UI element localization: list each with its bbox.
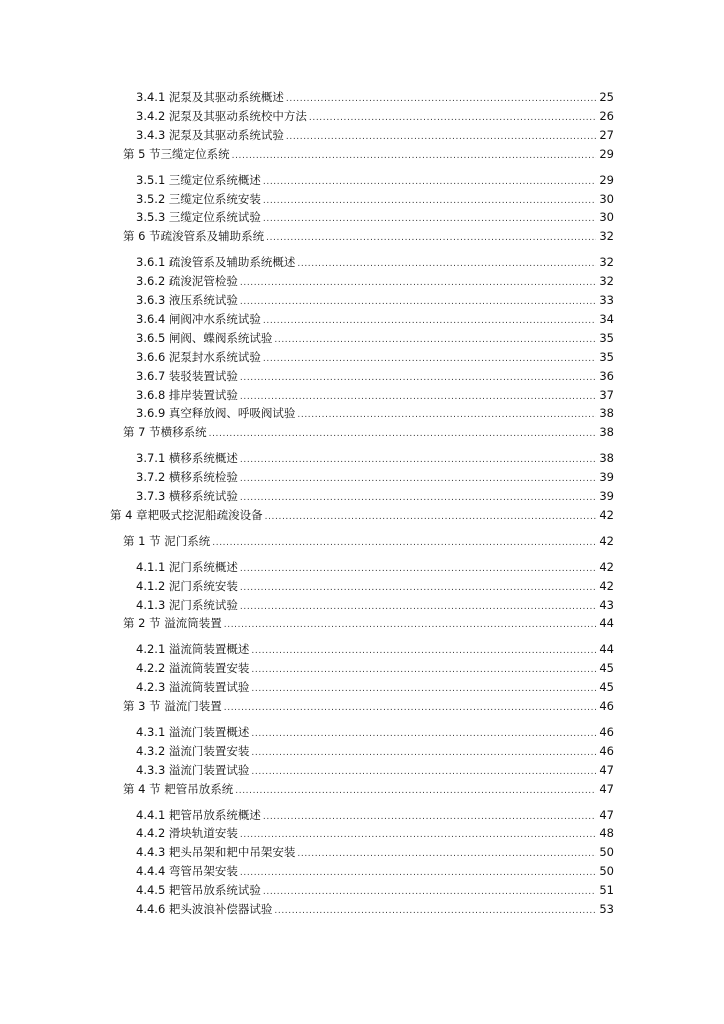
dot-leader [240, 862, 596, 880]
toc-entry-title: 3.5.1 三缆定位系统概述 [136, 172, 261, 187]
toc-entry-title: 4.4.5 耙管吊放系统试验 [136, 883, 261, 898]
toc-entry-page-number: 33 [599, 293, 614, 307]
toc-entry[interactable] [136, 367, 614, 385]
toc-entry[interactable] [123, 227, 614, 245]
toc-entry-title: 4.2.2 溢流筒装置安装 [136, 661, 250, 676]
toc-entry[interactable] [136, 190, 614, 208]
dot-leader [224, 614, 597, 632]
toc-entry-page-number: 32 [599, 229, 614, 244]
dot-leader [297, 843, 596, 861]
toc-entry-page-number: 46 [599, 743, 614, 758]
toc-entry-title: 4.4.2 滑块轨道安装 [136, 826, 238, 841]
toc-entry-page-number: 39 [599, 489, 614, 503]
dot-leader [297, 253, 596, 271]
dot-leader [240, 291, 596, 309]
toc-entry[interactable] [136, 126, 614, 144]
toc-entry[interactable] [110, 506, 614, 524]
toc-entry[interactable] [123, 423, 614, 441]
toc-entry[interactable] [136, 171, 614, 189]
dot-leader [235, 780, 596, 798]
toc-entry-page-number: 26 [599, 108, 614, 123]
toc-entry[interactable] [136, 596, 614, 614]
toc-entry-page-number: 46 [599, 699, 614, 713]
toc-entry[interactable] [136, 487, 614, 505]
toc-entry-title: 3.7.1 横移系统概述 [136, 451, 238, 466]
dot-leader [240, 824, 596, 842]
dot-leader [240, 449, 596, 467]
toc-entry-title: 3.6.1 疏浚管系及辅助系统概述 [136, 255, 296, 270]
toc-entry-page-number: 46 [599, 724, 614, 739]
dot-leader [240, 577, 596, 595]
dot-leader [240, 367, 596, 385]
toc-entry[interactable] [136, 468, 614, 486]
toc-entry[interactable] [136, 678, 614, 696]
toc-entry[interactable] [136, 88, 614, 106]
toc-entry[interactable] [123, 780, 614, 798]
toc-entry-page-number: 39 [599, 470, 614, 485]
toc-entry-page-number: 44 [599, 616, 614, 631]
toc-entry-page-number: 30 [599, 210, 614, 225]
toc-entry-page-number: 37 [599, 387, 614, 402]
toc-entry-page-number: 42 [599, 559, 614, 574]
toc-entry[interactable] [136, 558, 614, 576]
toc-entry-title: 4.4.4 弯管吊架安装 [136, 864, 238, 879]
toc-entry-title: 3.5.2 三缆定位系统安装 [136, 191, 261, 206]
toc-entry-page-number: 36 [599, 368, 614, 383]
toc-entry-page-number: 42 [599, 533, 614, 548]
dot-leader [266, 227, 596, 245]
dot-leader [263, 881, 596, 899]
dot-leader [240, 272, 596, 290]
toc-entry-title: 3.6.6 泥泵封水系统试验 [136, 349, 261, 364]
toc-entry-page-number: 44 [599, 642, 614, 657]
toc-entry-page-number: 35 [599, 330, 614, 345]
dot-leader [240, 468, 596, 486]
toc-entry[interactable] [136, 742, 614, 760]
toc-entry-page-number: 25 [599, 90, 614, 104]
dot-leader [263, 208, 596, 226]
toc-entry[interactable] [136, 272, 614, 290]
toc-entry-title: 3.6.8 排岸装置试验 [136, 387, 238, 402]
toc-entry-page-number: 50 [599, 864, 614, 879]
toc-entry[interactable] [136, 862, 614, 880]
toc-entry-title: 第 2 节 溢流筒装置 [123, 616, 222, 631]
toc-entry-page-number: 38 [599, 451, 614, 466]
toc-entry-title: 4.2.1 溢流筒装置概述 [136, 642, 250, 657]
toc-entry-title: 4.1.1 泥门系统概述 [136, 559, 238, 574]
dot-leader [251, 640, 596, 658]
dot-leader [263, 806, 596, 824]
toc-entry-title: 第 4 章耙吸式挖泥船疏浚设备 [110, 507, 263, 522]
toc-entry-title: 3.6.5 闸阀、蝶阀系统试验 [136, 330, 273, 345]
dot-leader [251, 678, 596, 696]
toc-entry[interactable] [136, 806, 614, 824]
toc-entry-page-number: 47 [599, 762, 614, 777]
toc-entry[interactable] [136, 404, 614, 422]
toc-entry[interactable] [136, 329, 614, 347]
toc-entry-title: 4.2.3 溢流筒装置试验 [136, 680, 250, 695]
dot-leader [297, 404, 596, 422]
toc-entry[interactable] [123, 614, 614, 632]
toc-entry-title: 3.4.3 泥泵及其驱动系统试验 [136, 127, 284, 142]
toc-entry-title: 3.6.9 真空释放阀、呼吸阀试验 [136, 406, 296, 421]
toc-entry[interactable] [136, 881, 614, 899]
toc-entry[interactable] [136, 824, 614, 842]
toc-entry-title: 3.4.2 泥泵及其驱动系统校中方法 [136, 108, 307, 123]
dot-leader [240, 487, 596, 505]
toc-entry[interactable] [136, 348, 614, 366]
dot-leader [263, 171, 596, 189]
toc-entry-page-number: 38 [599, 425, 614, 440]
toc-entry[interactable] [136, 723, 614, 741]
toc-entry-page-number: 47 [599, 781, 614, 796]
dot-leader [274, 900, 596, 918]
toc-entry[interactable] [136, 310, 614, 328]
toc-entry[interactable] [123, 145, 614, 163]
dot-leader [232, 145, 597, 163]
toc-entry[interactable] [136, 107, 614, 125]
toc-entry[interactable] [136, 900, 614, 918]
toc-entry-page-number: 42 [599, 507, 614, 522]
dot-leader [251, 761, 596, 779]
dot-leader [251, 659, 596, 677]
toc-entry-title: 3.7.2 横移系统检验 [136, 470, 238, 485]
dot-leader [240, 386, 596, 404]
dot-leader [224, 697, 597, 715]
toc-entry[interactable] [123, 697, 614, 715]
toc-entry-page-number: 53 [599, 902, 614, 916]
dot-leader [209, 423, 597, 441]
toc-entry[interactable] [136, 577, 614, 595]
dot-leader [263, 310, 596, 328]
toc-entry-page-number: 45 [599, 661, 614, 676]
toc-entry-title: 3.6.2 疏浚泥管检验 [136, 274, 238, 289]
toc-entry-title: 第 1 节 泥门系统 [123, 533, 211, 548]
toc-entry[interactable] [136, 761, 614, 779]
toc-entry-title: 4.3.1 溢流门装置概述 [136, 724, 250, 739]
toc-entry-page-number: 51 [599, 883, 614, 898]
toc-entry[interactable] [123, 532, 614, 550]
dot-leader [265, 506, 597, 524]
toc-entry-page-number: 32 [599, 274, 614, 289]
toc-entry-title: 第 6 节疏浚管系及辅助系统 [123, 229, 265, 244]
toc-entry-title: 3.6.4 闸阀冲水系统试验 [136, 311, 261, 326]
toc-entry-title: 第 3 节 溢流门装置 [123, 699, 222, 713]
toc-entry[interactable] [136, 640, 614, 658]
toc-entry-title: 4.1.3 泥门系统试验 [136, 597, 238, 612]
toc-entry-title: 4.4.6 耙头波浪补偿器试验 [136, 902, 273, 916]
toc-entry-title: 4.1.2 泥门系统安装 [136, 578, 238, 593]
toc-entry-page-number: 29 [599, 172, 614, 187]
toc-entry-page-number: 43 [599, 597, 614, 612]
toc-entry-title: 4.3.2 溢流门装置安装 [136, 743, 250, 758]
toc-entry-page-number: 34 [599, 311, 614, 326]
dot-leader [286, 88, 596, 106]
toc-entry-title: 4.4.3 耙头吊架和耙中吊架安装 [136, 845, 296, 860]
toc-entry-page-number: 29 [599, 146, 614, 161]
toc-entry[interactable] [136, 253, 614, 271]
toc-entry-page-number: 47 [599, 807, 614, 822]
toc-entry-title: 3.6.7 装驳装置试验 [136, 368, 238, 383]
dot-leader [251, 723, 596, 741]
toc-entry-title: 3.7.3 横移系统试验 [136, 489, 238, 503]
toc-entry[interactable] [136, 449, 614, 467]
dot-leader [240, 596, 596, 614]
dot-leader [263, 348, 596, 366]
toc-entry-title: 3.5.3 三缆定位系统试验 [136, 210, 261, 225]
toc-entry[interactable] [136, 843, 614, 861]
toc-entry[interactable] [136, 386, 614, 404]
toc-entry-title: 3.6.3 液压系统试验 [136, 293, 238, 307]
dot-leader [263, 190, 596, 208]
toc-entry-page-number: 48 [599, 826, 614, 841]
dot-leader [286, 126, 596, 144]
toc-entry-title: 第 7 节横移系统 [123, 425, 207, 440]
toc-entry-page-number: 35 [599, 349, 614, 364]
dot-leader [251, 742, 596, 760]
dot-leader [309, 107, 596, 125]
toc-entry-page-number: 30 [599, 191, 614, 206]
toc-entry-page-number: 50 [599, 845, 614, 860]
toc-entry-title: 3.4.1 泥泵及其驱动系统概述 [136, 90, 284, 104]
toc-entry[interactable] [136, 208, 614, 226]
dot-leader [212, 532, 596, 550]
toc-entry-page-number: 45 [599, 680, 614, 695]
toc-entry-title: 第 5 节三缆定位系统 [123, 146, 230, 161]
toc-entry-title: 第 4 节 耙管吊放系统 [123, 781, 234, 796]
toc-entry[interactable] [136, 291, 614, 309]
toc-entry-page-number: 42 [599, 578, 614, 593]
toc-entry-page-number: 27 [599, 127, 614, 142]
toc-entry-page-number: 38 [599, 406, 614, 421]
toc-entry-title: 4.4.1 耙管吊放系统概述 [136, 807, 261, 822]
toc-entry-title: 4.3.3 溢流门装置试验 [136, 762, 250, 777]
dot-leader [240, 558, 596, 576]
dot-leader [274, 329, 596, 347]
toc-entry[interactable] [136, 659, 614, 677]
toc-entry-page-number: 32 [599, 255, 614, 270]
